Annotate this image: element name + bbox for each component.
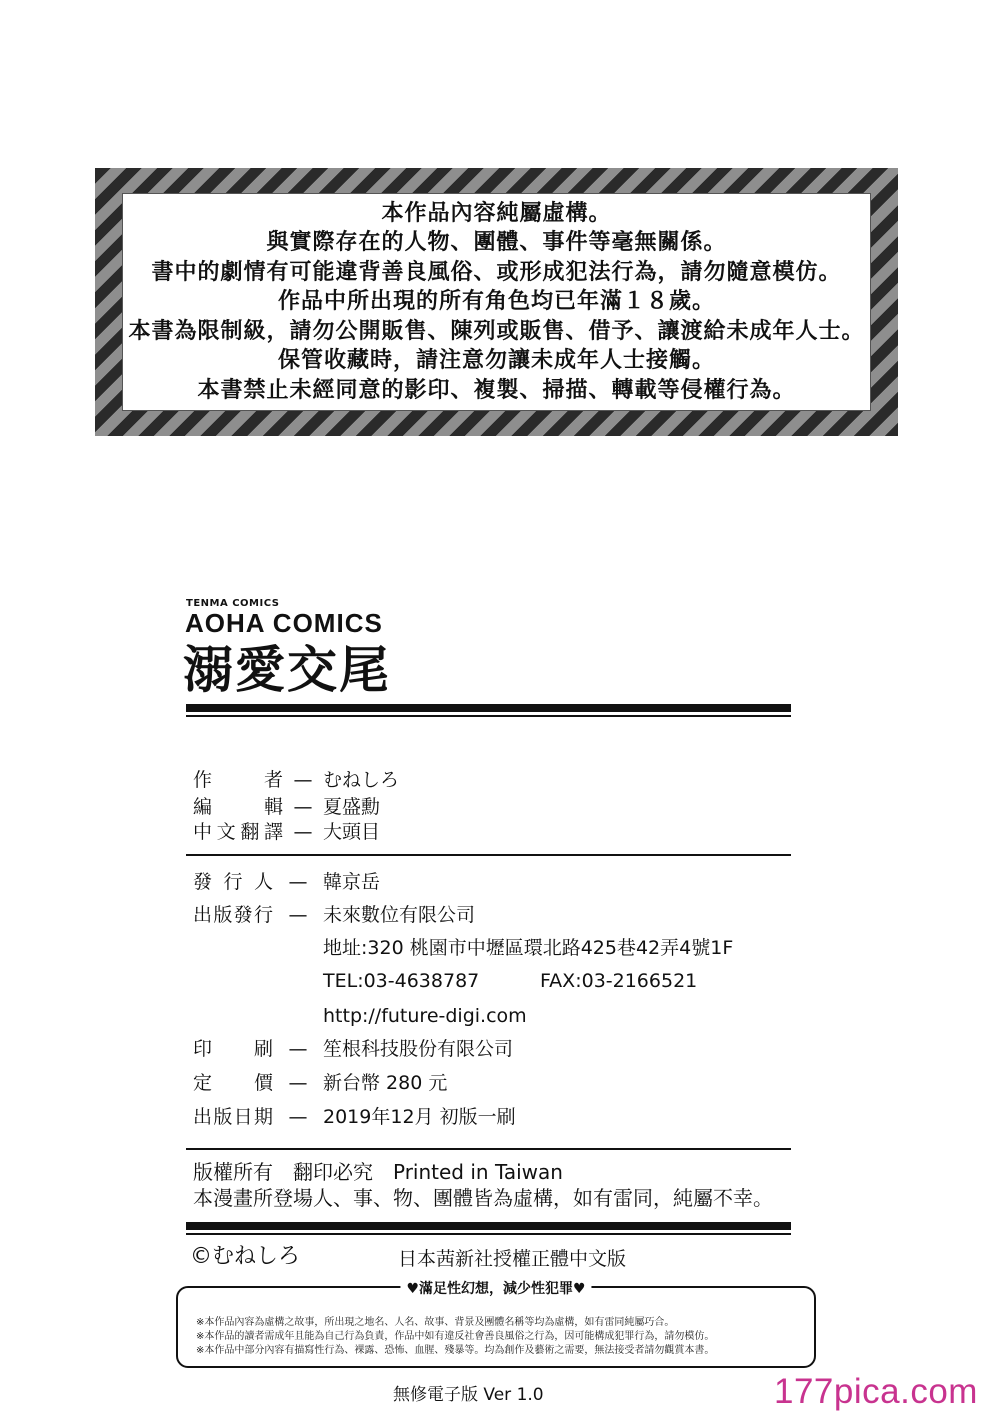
price-value: 新台幣 280 元	[323, 1072, 448, 1094]
watermark: 177pica.com	[774, 1372, 978, 1411]
warning-line: 作品中所出現的所有角色均已年滿１８歲。	[277, 289, 715, 315]
credit-value: 夏盛勳	[323, 796, 381, 818]
warning-line: 與實際存在的人物、團體、事件等毫無關係。	[266, 230, 727, 256]
warning-line: 本作品內容純屬虛構。	[381, 200, 612, 226]
copyright: ©むねしろ	[190, 1244, 301, 1269]
series-small-label: TENMA COMICS	[186, 598, 280, 609]
warning-line: 書中的劇情有可能違背善良風俗、或形成犯法行為，請勿隨意模仿。	[151, 259, 842, 285]
credit-label: 編 輯	[193, 796, 283, 818]
publisher-address: 地址:320 桃園市中壢區環北路425巷42弄4號1F	[323, 937, 734, 959]
section-divider	[186, 1148, 791, 1150]
book-title: 溺愛交尾	[183, 641, 391, 699]
date-label: 出版日期	[193, 1106, 273, 1128]
notice-line: ※本作品的讀者需成年且能為自己行為負責，作品中如有違反社會善良風俗之行為，因可能構成犯罪行為，請勿模仿。	[196, 1331, 715, 1342]
publisher-url[interactable]: http://future-digi.com	[323, 1005, 527, 1027]
credit-row-translator	[193, 820, 380, 844]
warning-box	[95, 168, 898, 436]
publisher-label: 出版發行	[193, 904, 273, 926]
date-value: 2019年12月 初版一刷	[323, 1106, 516, 1128]
series-label: AOHA COMICS	[185, 608, 383, 638]
issuer-label: 發行人	[193, 871, 273, 893]
notice-line: ※本作品中部分內容有描寫性行為、裸露、恐怖、血腥、殘暴等。均為創作及藝術之需要，無法接受者請勿觀賞本書。	[196, 1345, 715, 1356]
printer-dash: —	[288, 1038, 308, 1060]
issuer-value: 韓京岳	[323, 871, 381, 893]
license-line: 日本茜新社授權正體中文版	[398, 1248, 627, 1270]
version-label: 無修電子版 Ver 1.0	[393, 1385, 544, 1405]
warning-line: 本書為限制級，請勿公開販售、陳列或販售、借予、讓渡給未成年人士。	[128, 318, 865, 344]
printer-row	[193, 1037, 513, 1061]
issuer-dash: —	[288, 871, 308, 893]
publisher-dash: —	[288, 904, 308, 926]
credit-dash: —	[293, 769, 313, 791]
title-rule-thin	[186, 715, 791, 717]
price-dash: —	[288, 1072, 308, 1094]
credit-value: 大頭目	[323, 821, 381, 843]
rights-line: 版權所有 翻印必究 Printed in Taiwan	[193, 1160, 563, 1184]
footer-rule-thin	[186, 1233, 791, 1235]
printer-label: 印 刷	[193, 1038, 273, 1060]
price-label: 定 價	[193, 1072, 273, 1094]
footer-rule-thick	[186, 1222, 791, 1230]
publisher-value: 未來數位有限公司	[323, 904, 476, 926]
publisher-tel: TEL:03-4638787	[323, 970, 480, 992]
publisher-fax: FAX:03-2166521	[540, 970, 698, 992]
printer-value: 笙根科技股份有限公司	[323, 1038, 514, 1060]
title-rule-thick	[186, 704, 791, 712]
credit-dash: —	[293, 821, 313, 843]
credit-row-author	[193, 768, 399, 792]
credit-label: 作 者	[193, 769, 283, 791]
date-dash: —	[288, 1106, 308, 1128]
warning-text-panel	[122, 193, 871, 411]
credit-dash: —	[293, 796, 313, 818]
price-row	[193, 1071, 447, 1095]
warning-line: 本書禁止未經同意的影印、複製、掃描、轉載等侵權行為。	[197, 377, 796, 403]
publisher-row	[193, 903, 475, 927]
notice-box	[176, 1281, 816, 1368]
credit-label: 中文翻譯	[193, 821, 283, 843]
warning-line: 保管收藏時，請注意勿讓未成年人士接觸。	[277, 348, 715, 374]
notice-title: ♥滿足性幻想，減少性犯罪♥	[400, 1278, 591, 1298]
date-row	[193, 1105, 516, 1129]
section-divider	[186, 854, 791, 856]
issuer-row	[193, 870, 380, 894]
credit-row-editor	[193, 795, 380, 819]
credit-value: むねしろ	[323, 769, 400, 791]
notice-line: ※本作品內容為虛構之故事，所出現之地名、人名、故事、背景及團體名稱等均為虛構，如有雷同純屬巧合。	[196, 1317, 675, 1328]
disclaimer-line: 本漫畫所登場人、事、物、團體皆為虛構，如有雷同，純屬不幸。	[193, 1186, 773, 1210]
